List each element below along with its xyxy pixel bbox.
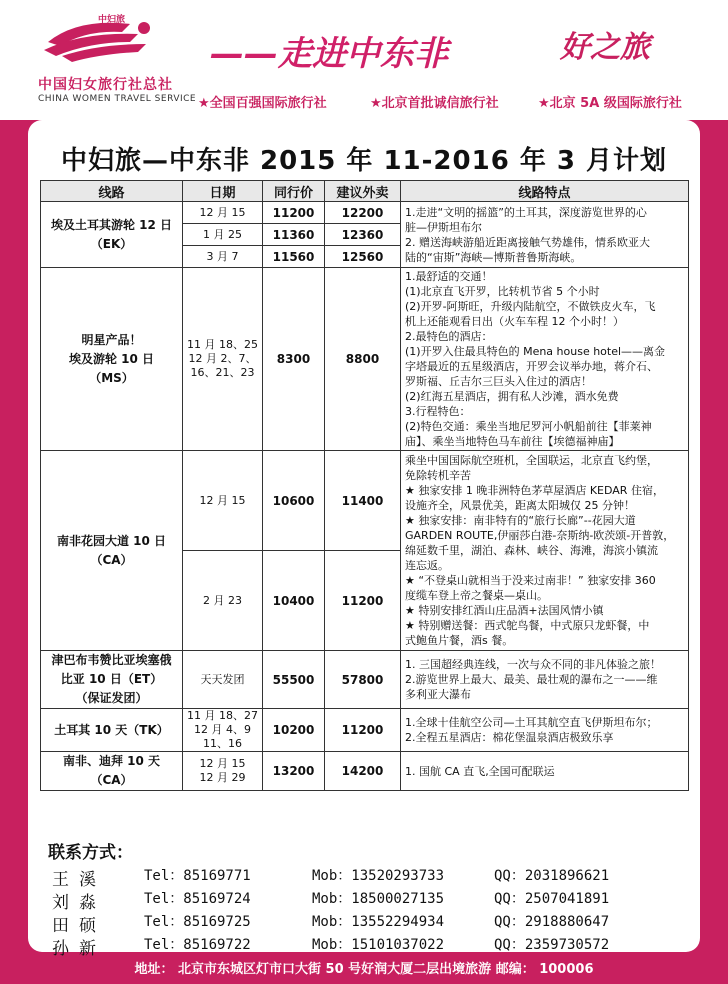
contacts-section bbox=[48, 838, 688, 957]
contact-name: 刘淼 bbox=[52, 893, 106, 913]
header-features: 线路特点 bbox=[401, 181, 689, 202]
contact-row bbox=[48, 934, 688, 957]
date-cell: 3 月 7 bbox=[183, 246, 263, 268]
date-cell: 12 月 15 bbox=[183, 451, 263, 551]
contact-qq[interactable]: QQ：2918880647 bbox=[494, 914, 610, 930]
suggested-cell: 8800 bbox=[325, 268, 401, 451]
suggested-cell: 57800 bbox=[325, 651, 401, 709]
table-row bbox=[41, 202, 689, 224]
date-cell: 1 月 25 bbox=[183, 224, 263, 246]
route-cell: 津巴布韦赞比亚埃塞俄 比亚 10 日（ET） （保证发团） bbox=[41, 651, 183, 709]
contact-mob[interactable]: Mob：18500027135 bbox=[312, 891, 445, 907]
contact-tel[interactable]: Tel：85169724 bbox=[144, 891, 251, 907]
date-cell: 11 月 18、25 12 月 2、7、 16、21、23 bbox=[183, 268, 263, 451]
suggested-cell: 12560 bbox=[325, 246, 401, 268]
price-cell: 13200 bbox=[263, 752, 325, 791]
contact-qq[interactable]: QQ：2507041891 bbox=[494, 891, 610, 907]
date-cell: 11 月 18、27 12 月 4、9 11、16 bbox=[183, 709, 263, 752]
date-cell: 天天发团 bbox=[183, 651, 263, 709]
contact-tel[interactable]: Tel：85169771 bbox=[144, 868, 251, 884]
contact-name: 孙新 bbox=[52, 939, 106, 959]
suggested-cell: 14200 bbox=[325, 752, 401, 791]
features-cell: 1.全球十佳航空公司—土耳其航空直飞伊斯坦布尔； 2.全程五星酒店：棉花堡温泉酒店极致乐享 bbox=[401, 709, 689, 752]
price-cell: 8300 bbox=[263, 268, 325, 451]
suggested-cell: 12360 bbox=[325, 224, 401, 246]
page-title: 中妇旅—中东非 2015 年 11-2016 年 3 月计划 bbox=[60, 146, 668, 176]
contact-tel[interactable]: Tel：85169722 bbox=[144, 937, 251, 953]
route-cell: 埃及土耳其游轮 12 日 （EK） bbox=[41, 202, 183, 268]
route-cell: 南非花园大道 10 日 （CA） bbox=[41, 451, 183, 651]
logo-badge-text: 中妇旅 bbox=[98, 15, 126, 25]
table-header-row bbox=[41, 181, 689, 202]
contact-qq[interactable]: QQ：2031896621 bbox=[494, 868, 610, 884]
header-price: 同行价 bbox=[263, 181, 325, 202]
slogan: ——走进中东非 bbox=[210, 34, 448, 74]
header-suggested: 建议外卖 bbox=[325, 181, 401, 202]
route-cell: 土耳其 10 天（TK） bbox=[41, 709, 183, 752]
contact-qq[interactable]: QQ：2359730572 bbox=[494, 937, 610, 953]
logo-wings-icon bbox=[38, 12, 168, 64]
page-header bbox=[0, 0, 728, 120]
date-cell: 12 月 15 12 月 29 bbox=[183, 752, 263, 791]
logo-cn-name: 中国妇女旅行社总社 bbox=[38, 77, 173, 93]
table-row bbox=[41, 752, 689, 791]
tag-5a: ★北京 5A 级国际旅行社 bbox=[538, 96, 682, 111]
route-cell: 明星产品！ 埃及游轮 10 日 （MS） bbox=[41, 268, 183, 451]
tag-top100: ★全国百强国际旅行社 bbox=[198, 96, 327, 111]
features-cell: 1. 三国超经典连线，一次与众不同的非凡体验之旅！ 2.游览世界上最大、最美、最壮观的瀑布之一——维 多利亚大瀑布 bbox=[401, 651, 689, 709]
table-row bbox=[41, 651, 689, 709]
tag-integrity: ★北京首批诚信旅行社 bbox=[370, 96, 499, 111]
suggested-cell: 11200 bbox=[325, 551, 401, 651]
header-date: 日期 bbox=[183, 181, 263, 202]
route-cell: 南非、迪拜 10 天 （CA） bbox=[41, 752, 183, 791]
contact-mob[interactable]: Mob：15101037022 bbox=[312, 937, 445, 953]
date-cell: 2 月 23 bbox=[183, 551, 263, 651]
plan-table bbox=[40, 180, 689, 791]
contact-name: 王溪 bbox=[52, 870, 106, 890]
price-cell: 10200 bbox=[263, 709, 325, 752]
features-cell: 乘坐中国国际航空班机，全国联运，北京直飞约堡， 免除转机辛苦 ★ 独家安排 1 晚非洲特色茅草屋酒店 KEDAR 住宿， 设施齐全，风景优美，距离太阳城仅 25 分钟！ ★ 独家安排：南非特有的“旅行长廊”--花园大道 GARDEN ROUTE,伊丽莎白港-奈斯纳-欧茨颂-开普敦， 绵延数千里，湖泊、森林、峡谷、海滩，海滨小镇流 连忘返。 ★ “不登桌山就相当于没来过南非！” 独家安排 360 度缆车登上帝之餐桌—桌山。 ★ 特别安排红酒山庄品酒+法国风情小镇 ★ 特别赠送餐：西式鸵鸟餐，中式原只龙虾餐，中 式鲍鱼片餐，酒s 餐。 bbox=[401, 451, 689, 651]
brand-script-logo: 好之旅 bbox=[560, 30, 650, 65]
table-row bbox=[41, 451, 689, 551]
price-cell: 10600 bbox=[263, 451, 325, 551]
contact-mob[interactable]: Mob：13552294934 bbox=[312, 914, 445, 930]
plan-card bbox=[28, 120, 700, 959]
contact-tel[interactable]: Tel：85169725 bbox=[144, 914, 251, 930]
features-cell: 1.最舒适的交通！ (1)北京直飞开罗，比转机节省 5 个小时 (2)开罗-阿斯旺，升级内陆航空，不做铁皮火车，飞 机上还能观看日出（火车车程 12 个小时！） 2.最特色的酒店： (1)开罗入住最具特色的 Mena house hotel——离金 字塔最近的五星级酒店，开罗会议举办地，蒋介石、 罗斯福、丘吉尔三巨头入住过的酒店！ (2)红海五星酒店，拥有私人沙滩，酒水免费 3.行程特色： (2)特色交通：乘坐当地尼罗河小帆船前往【菲莱神 庙】、乘坐当地特色马车前往【埃德福神庙】 bbox=[401, 268, 689, 451]
features-cell: 1.走进“文明的摇篮”的土耳其，深度游览世界的心 脏—伊斯坦布尔 2. 赠送海峡游船近距离接触气势雄伟，情系欧亚大 陆的“宙斯”海峡—博斯普鲁斯海峡。 bbox=[401, 202, 689, 268]
price-cell: 11560 bbox=[263, 246, 325, 268]
suggested-cell: 11400 bbox=[325, 451, 401, 551]
price-cell: 10400 bbox=[263, 551, 325, 651]
suggested-cell: 12200 bbox=[325, 202, 401, 224]
contacts-title: 联系方式： bbox=[48, 843, 133, 863]
header-route: 线路 bbox=[41, 181, 183, 202]
suggested-cell: 11200 bbox=[325, 709, 401, 752]
footer-address: 地址： 北京市东城区灯市口大街 50 号好润大厦二层出境旅游 邮编： 100006 bbox=[134, 962, 594, 977]
date-cell: 12 月 15 bbox=[183, 202, 263, 224]
features-cell: 1. 国航 CA 直飞,全国可配联运 bbox=[401, 752, 689, 791]
table-row bbox=[41, 268, 689, 451]
contact-name: 田硕 bbox=[52, 916, 106, 936]
price-cell: 11200 bbox=[263, 202, 325, 224]
table-row bbox=[41, 709, 689, 752]
contact-mob[interactable]: Mob：13520293733 bbox=[312, 868, 445, 884]
price-cell: 11360 bbox=[263, 224, 325, 246]
price-cell: 55500 bbox=[263, 651, 325, 709]
logo-en-name: CHINA WOMEN TRAVEL SERVICE bbox=[38, 94, 197, 104]
contact-row bbox=[48, 911, 688, 934]
contact-row bbox=[48, 888, 688, 911]
contact-row bbox=[48, 865, 688, 888]
